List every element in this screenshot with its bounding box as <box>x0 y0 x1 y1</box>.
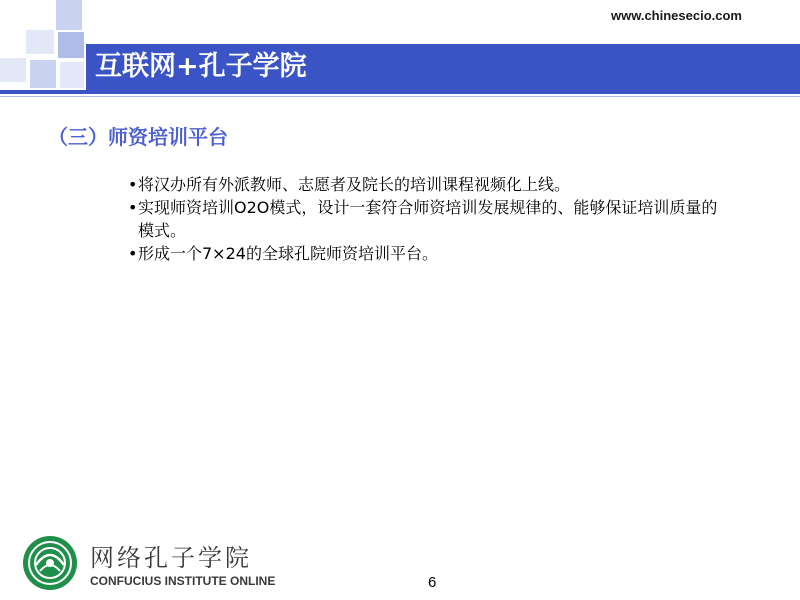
bullet-text: 实现师资培训O2O模式，设计一套符合师资培训发展规律的、能够保证培训质量的模式。 <box>138 198 718 240</box>
confucius-institute-logo-icon <box>22 535 78 591</box>
bullet-item <box>128 173 728 196</box>
bullet-item <box>128 242 728 265</box>
page-number: 6 <box>428 574 437 591</box>
decor-square <box>30 60 56 88</box>
decor-square <box>0 58 26 82</box>
decor-square <box>60 62 84 88</box>
slide-title: 互联网+孔子学院 <box>95 51 307 82</box>
bullet-dot-icon: • <box>128 198 138 217</box>
bullet-item <box>128 196 728 242</box>
decor-square <box>26 30 54 54</box>
section-title: （三）师资培训平台 <box>48 125 228 149</box>
bullet-dot-icon: • <box>128 175 138 194</box>
bullet-text: 形成一个7×24的全球孔院师资培训平台。 <box>138 244 438 263</box>
header-divider <box>0 90 800 94</box>
website-url: www.chinesecio.com <box>610 8 742 23</box>
decor-square <box>56 0 82 30</box>
bullet-list <box>128 173 728 265</box>
header-divider-thin <box>0 96 800 97</box>
bullet-dot-icon: • <box>128 244 138 263</box>
decor-square <box>58 32 84 58</box>
bullet-text: 将汉办所有外派教师、志愿者及院长的培训课程视频化上线。 <box>138 175 571 194</box>
logo-chinese-text: 网络孔子学院 <box>90 544 252 572</box>
logo-english-text: CONFUCIUS INSTITUTE ONLINE <box>90 574 276 588</box>
